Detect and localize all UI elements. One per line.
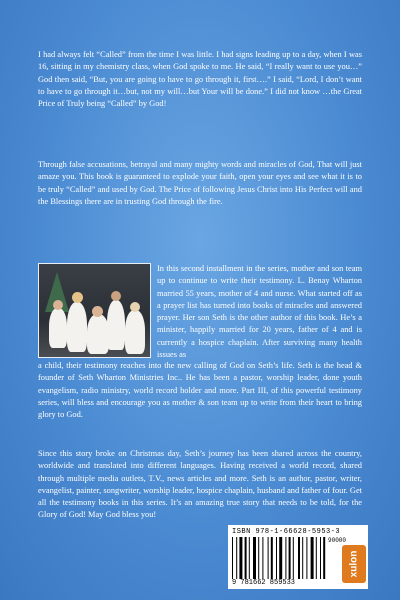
authors-bio-continued: a child, their testimony reaches into the new calling of God on Seth’s life. Seth is the head & founder of Seth Wharton Ministries Inc.. He has been a pastor, worship leader, done youth evangelism, radio ministry, world record holder and more. Part III, of this powerful testimony series, will bless and encourage you as mother & son team up to write from their heart to bring glory to God. — [38, 361, 362, 420]
publisher-logo — [342, 545, 366, 583]
journey-paragraph: Since this story broke on Christmas day, Seth’s journey has been shared across the country, worldwide and translated into different languages. Having received a world record, shared through multiple media outlets, T.V., news articles and more. Seth is an author, pastor, writer, evangelist, painter, songwriter, worship leader, hospice chaplain, husband and father of four. Get all the testimony books in this series. It’s an amazing true story that needs to be told, for the Glory of God! May God bless you! — [38, 449, 362, 520]
isbn-label: ISBN 978-1-66628-5953-3 — [232, 528, 341, 536]
description-paragraph: Through false accusations, betrayal and many mighty words and miracles of God, That will just amaze you. This book is guaranteed to explode your faith, open your eyes and see what it is to be truly “Called” and used by God. The Price of following Jesus Christ into His Perfect will and the Blessings there are in trusting God through the fire. — [38, 160, 362, 206]
isbn-barcode — [228, 525, 368, 589]
barcode-bars — [232, 537, 340, 579]
price-code: 90000 — [328, 537, 347, 544]
publisher-logo-text: xulon — [348, 550, 360, 578]
authors-bio-paragraph: In this second installment in the series, mother and son team up to continue to write their testimony. L. Benay Wharton married 55 years, mother of 4 and nurse. What started off as a prayer list has turned into books of miracles and answered prayer. Her son Seth is the other author of this book. He’s a minister, happily married for 20 years, father of 4 and is currently a hospice chaplain. After surviving many health issues as — [157, 264, 362, 360]
intro-paragraph: I had always felt “Called” from the time I was little. I had signs leading up to a day, when I was 16, sitting in my chemistry class, when God spoke to me. He said, “I really want to use you…” God then said, “But, you are going to have to go through it, first….” I said, “Lord, I don’t want to have to go through it…but, not my will…but Your will be done.” I did not know …the Great Price of Truly being “Called” by God! — [38, 50, 362, 109]
author-family-photo — [38, 263, 151, 358]
ean-digits: 9 781662 859533 — [232, 579, 296, 587]
